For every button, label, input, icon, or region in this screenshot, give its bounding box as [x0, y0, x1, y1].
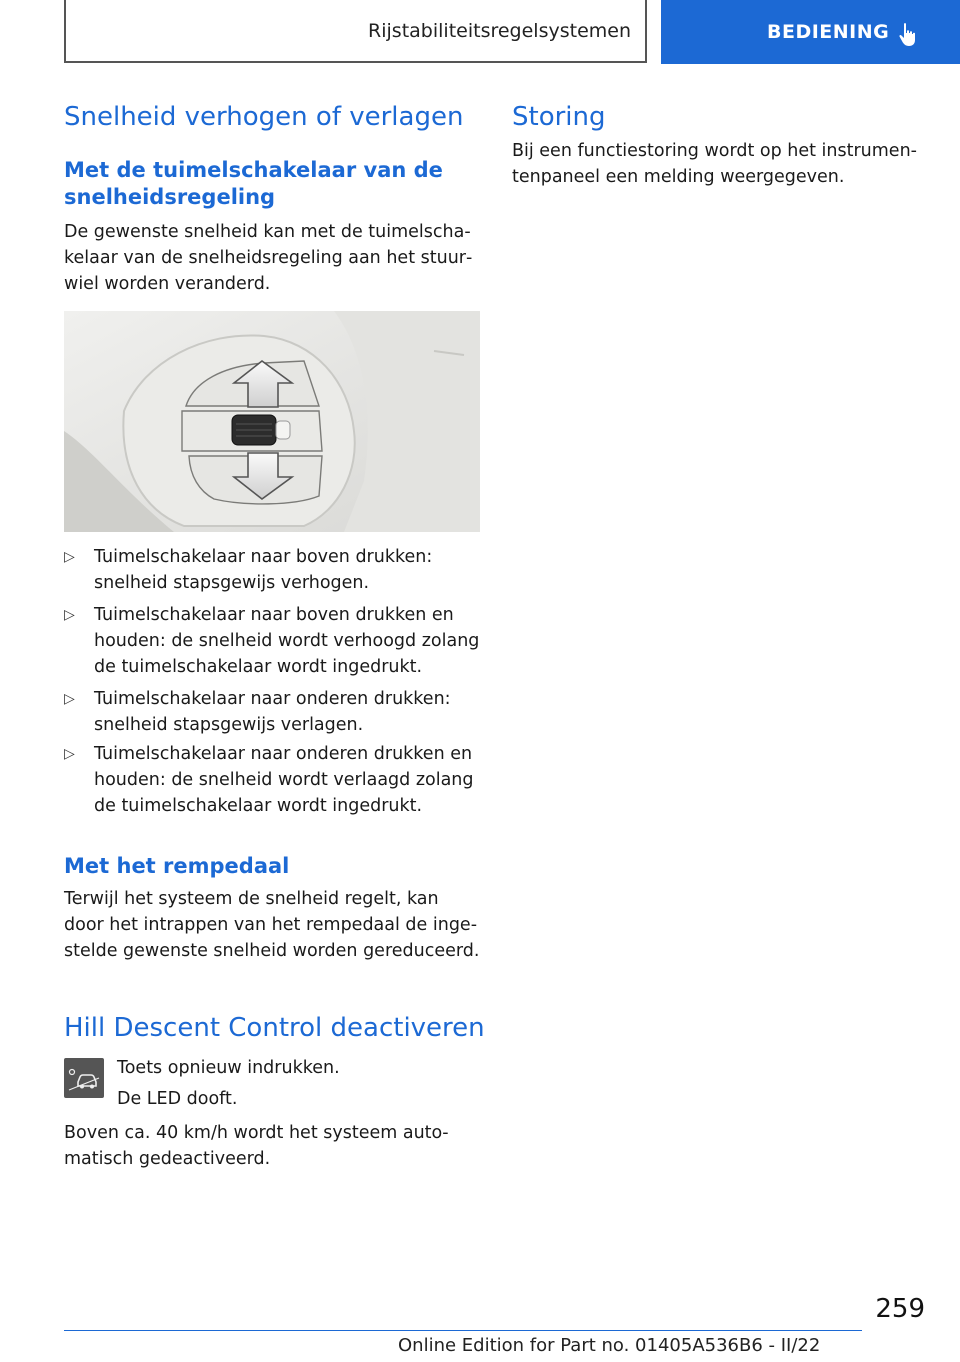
pointing-hand-icon — [897, 22, 921, 48]
list-item — [64, 741, 480, 819]
list-item-text: Tuimelschakelaar naar boven drukken: snelheid stapsgewijs verhogen. — [94, 547, 433, 593]
bullet-triangle-icon: ▷ — [64, 607, 75, 623]
bullet-triangle-icon: ▷ — [64, 691, 75, 707]
heading-speed-adjust: Snelheid verhogen of verlagen — [64, 102, 464, 132]
list-item-text: Tuimelschakelaar naar onderen drukken: snelheid stapsgewijs verlagen. — [94, 689, 451, 735]
heading-hdc-deactivate: Hill Descent Control deactiveren — [64, 1013, 485, 1043]
hill-descent-control-icon — [64, 1058, 104, 1098]
list-item-text: Tuimelschakelaar naar boven drukken en houden: de snelheid wordt verhoogd zolang de tuimelschakelaar wordt ingedrukt. — [94, 605, 480, 677]
heading-malfunction: Storing — [512, 102, 606, 132]
footer-divider — [64, 1330, 862, 1331]
header-section-title: Rijstabiliteitsregelsystemen — [368, 19, 631, 42]
hdc-step-press-again: Toets opnieuw indrukken. — [117, 1058, 340, 1078]
header-tab-label: BEDIENING — [767, 21, 890, 43]
paragraph-brake-pedal: Terwijl het systeem de snelheid regelt, kan door het intrappen van het rempedaal de ingestelde gewenste snelheid worden gereduceerd. — [64, 889, 480, 961]
list-item-text: Tuimelschakelaar naar onderen drukken en houden: de snelheid wordt verlaagd zolang de tuimelschakelaar wordt ingedrukt. — [94, 744, 474, 816]
header-tab[interactable] — [661, 0, 960, 64]
page-number: 259 — [875, 1294, 925, 1324]
subheading-rocker-switch: Met de tuimelschakelaar van de snelheidsregeling — [64, 158, 443, 209]
paragraph-rocker-intro: De gewenste snelheid kan met de tuimelschakelaar van de snelheidsregeling aan het stuurwiel worden veranderd. — [64, 222, 473, 294]
paragraph-auto-deactivate: Boven ca. 40 km/h wordt het systeem automatisch gedeactiveerd. — [64, 1123, 449, 1169]
bullet-triangle-icon: ▷ — [64, 549, 75, 565]
bullet-triangle-icon: ▷ — [64, 746, 75, 762]
list-item — [64, 602, 480, 680]
list-item — [64, 686, 480, 738]
footer-edition: Online Edition for Part no. 01405A536B6 - II/22 — [398, 1335, 821, 1356]
hdc-step-led-off: De LED dooft. — [117, 1089, 238, 1109]
steering-wheel-rocker-image — [64, 311, 480, 532]
subheading-brake-pedal: Met het rempedaal — [64, 854, 290, 878]
list-item — [64, 544, 480, 596]
header-section-box — [64, 0, 647, 63]
paragraph-malfunction: Bij een functiestoring wordt op het instrumentenpaneel een melding weergegeven. — [512, 141, 917, 187]
